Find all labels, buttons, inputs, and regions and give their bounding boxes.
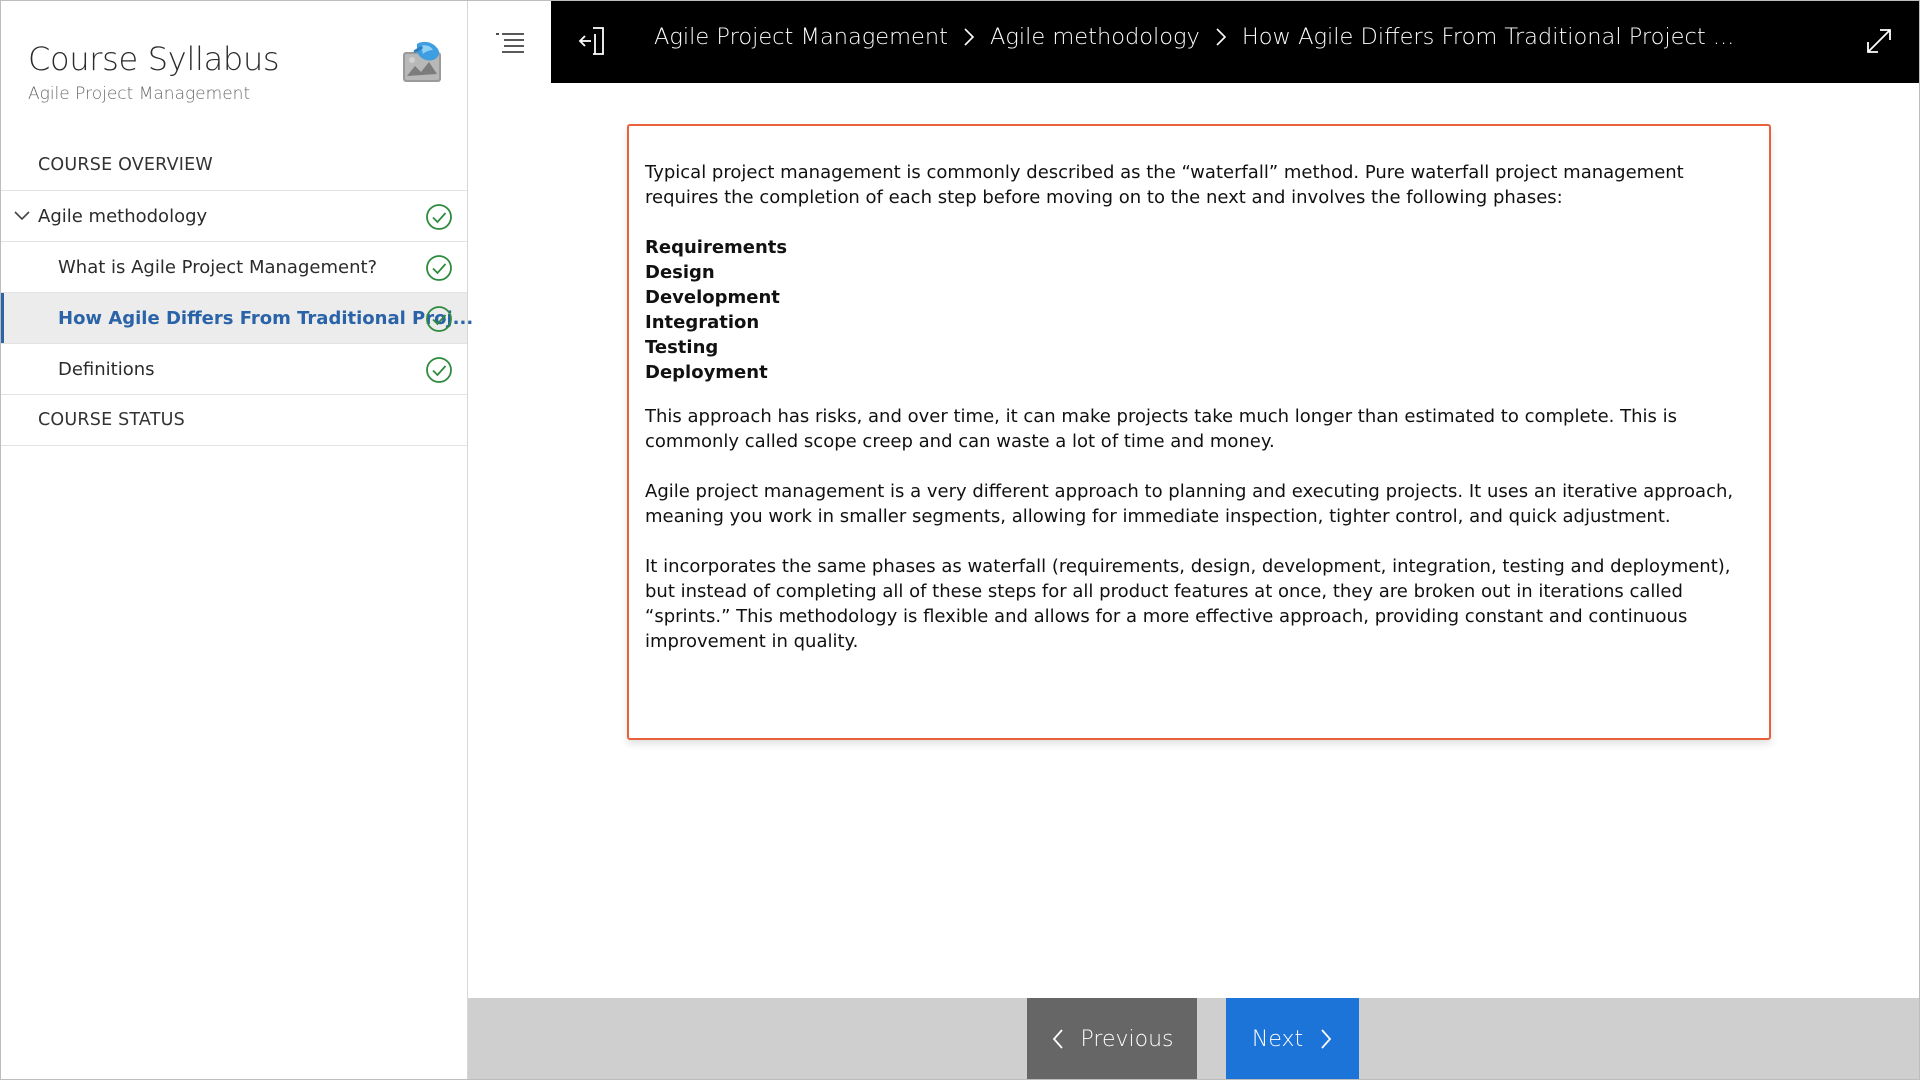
phase-item: Testing: [645, 337, 719, 358]
chevron-right-icon: [962, 27, 976, 47]
sprints-paragraph: It incorporates the same phases as waterfall (requirements, design, development, integration, testing and deployment), but instead of completing all of these steps for all product features at once, they are broken out in iterations called “sprints.” This methodology is flexible and allows for a more effective approach, providing constant and continuous improvement in quality.: [645, 556, 1731, 652]
lesson-footer: [468, 998, 1920, 1080]
top-bar: [551, 0, 1920, 83]
fullscreen-icon[interactable]: [1864, 26, 1894, 56]
chevron-left-icon: [1051, 1028, 1065, 1050]
nav-item-what-is-agile[interactable]: [1, 242, 467, 293]
phase-item: Requirements: [645, 237, 788, 258]
chevron-right-icon: [1214, 27, 1228, 47]
sidebar-title: Course Syllabus: [28, 40, 280, 78]
next-button[interactable]: [1226, 998, 1359, 1080]
chevron-down-icon[interactable]: [13, 207, 31, 225]
nav-item-label: What is Agile Project Management?: [58, 256, 378, 278]
sidebar-subtitle: Agile Project Management: [28, 84, 251, 104]
menu-toggle-button[interactable]: [468, 0, 551, 83]
risks-paragraph: This approach has risks, and over time, it can make projects take much longer than estimated to complete. This is commonly called scope creep and can waste a lot of time and money.: [645, 406, 1677, 452]
check-circle-icon: [425, 305, 453, 333]
next-button-label: Next: [1251, 1026, 1304, 1052]
nav-item-label: COURSE OVERVIEW: [38, 155, 213, 175]
breadcrumb-item-course[interactable]: Agile Project Management: [654, 24, 948, 50]
agile-paragraph: Agile project management is a very different approach to planning and executing projects. It uses an iterative approach, meaning you work in smaller segments, allowing for immediate inspection, tighter control, and quick adjustment.: [645, 481, 1734, 527]
check-circle-icon: [425, 203, 453, 231]
course-syllabus-sidebar: [0, 0, 474, 1080]
nav-item-course-overview[interactable]: [1, 140, 467, 191]
course-nav-list: [1, 140, 474, 446]
phase-item: Integration: [645, 312, 760, 333]
course-logo-icon: [399, 38, 447, 86]
waterfall-phases-list: [645, 235, 1755, 385]
previous-button[interactable]: [1027, 998, 1197, 1080]
nav-item-label: Agile methodology: [38, 205, 208, 227]
hamburger-menu-icon: [495, 31, 525, 53]
nav-item-label: Definitions: [58, 358, 155, 380]
nav-item-course-status[interactable]: [1, 395, 467, 446]
breadcrumb-item-lesson: How Agile Differs From Traditional Project ...: [1241, 24, 1735, 50]
previous-button-label: Previous: [1080, 1026, 1174, 1052]
nav-item-agile-methodology[interactable]: [1, 191, 467, 242]
breadcrumb-item-module[interactable]: Agile methodology: [989, 24, 1200, 50]
check-circle-icon: [425, 254, 453, 282]
nav-item-definitions[interactable]: [1, 344, 467, 395]
chevron-right-icon: [1319, 1028, 1333, 1050]
nav-item-how-agile-differs[interactable]: [1, 293, 474, 344]
lesson-content-card: [627, 124, 1771, 740]
exit-icon[interactable]: [577, 24, 611, 58]
phase-item: Design: [645, 262, 715, 283]
phase-item: Development: [645, 287, 780, 308]
nav-item-label: How Agile Differs From Traditional Proj...: [58, 307, 474, 329]
check-circle-icon: [425, 356, 453, 384]
breadcrumb: [654, 24, 1734, 50]
sidebar-header: [1, 0, 467, 140]
lesson-intro-paragraph: Typical project management is commonly described as the “waterfall” method. Pure waterfall project management requires the completion of each step before moving on to the next and involves the following phases:: [645, 162, 1684, 208]
phase-item: Deployment: [645, 362, 768, 383]
nav-item-label: COURSE STATUS: [38, 410, 185, 430]
